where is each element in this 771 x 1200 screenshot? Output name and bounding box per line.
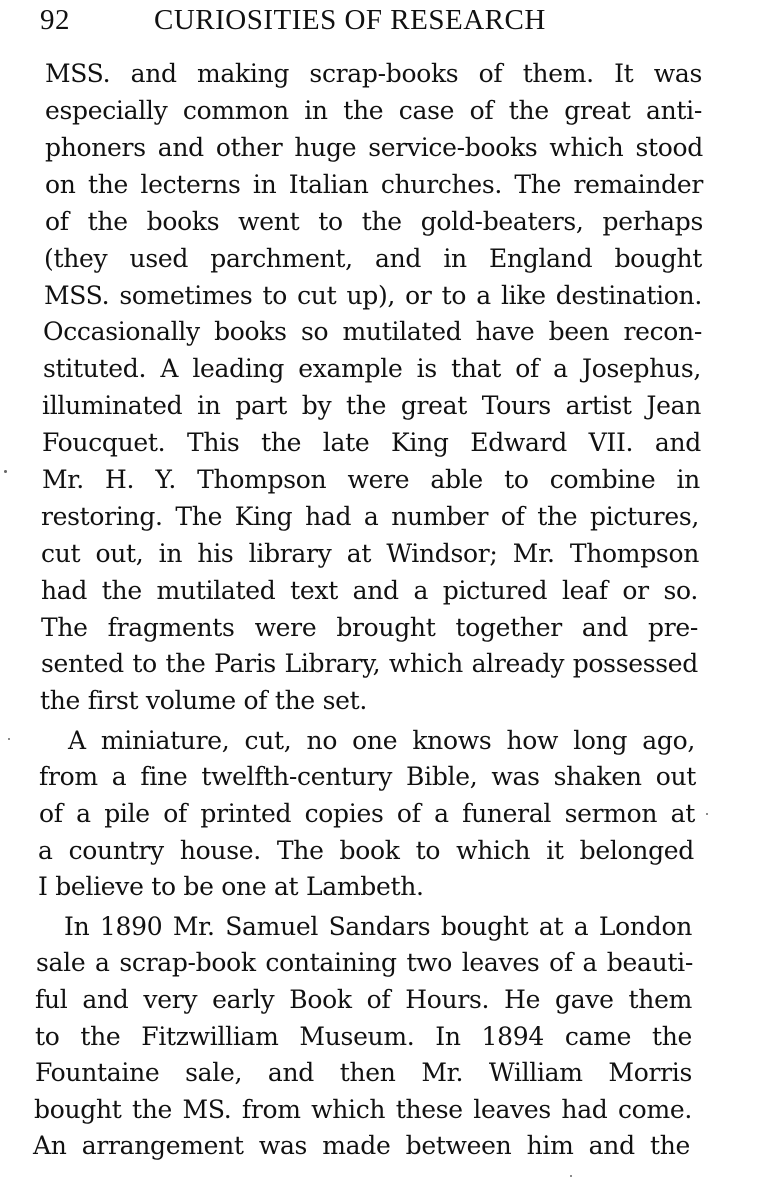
text-line: The fragments were brought together and pre- [41,613,698,642]
text-line: especially common in the case of the great anti- [45,96,702,125]
text-line: An arrangement was made between him and the [33,1131,690,1160]
text-line: cut out, in his library at Windsor; Mr. Thompson [41,539,699,568]
text-line: on the lecterns in Italian churches. The remainder [45,170,703,199]
text-line: A miniature, cut, no one knows how long ago, [68,726,695,755]
text-line: MSS. and making scrap-books of them. It was [45,59,702,88]
text-line: bought the MS. from which these leaves had come. [34,1095,692,1124]
text-line: from a fine twelfth-century Bible, was shaken out [39,762,696,791]
text-line: a country house. The book to which it belonged [38,836,694,865]
text-line: restoring. The King had a number of the pictures, [41,502,699,531]
text-line: In 1890 Mr. Samuel Sandars bought at a London [64,912,692,941]
text-line: sented to the Paris Library, which already possessed [41,649,698,678]
text-line: phoners and other huge service-books which stood [45,133,703,162]
page-number: 92 [40,4,70,36]
text-line: to the Fitzwilliam Museum. In 1894 came the [35,1022,692,1051]
text-line: Occasionally books so mutilated have been recon- [43,317,702,346]
running-head [40,4,740,40]
scan-speck [570,1175,572,1177]
text-line: Fountaine sale, and then Mr. William Morris [35,1058,692,1087]
text-line: (they used parchment, and in England bought [44,244,702,273]
running-title: CURIOSITIES OF RESEARCH [154,4,546,36]
text-line: MSS. sometimes to cut up), or to a like destination. [44,281,702,310]
text-line: ful and very early Book of Hours. He gave them [35,985,692,1014]
text-line: I believe to be one at Lambeth. [38,872,424,901]
text-line: Foucquet. This the late King Edward VII. and [42,428,701,457]
text-line: Mr. H. Y. Thompson were able to combine in [42,465,700,494]
text-line: illuminated in part by the great Tours artist Jean [42,391,701,420]
text-line: of the books went to the gold-beaters, perhaps [45,207,703,236]
scan-speck [706,813,708,815]
text-line: the first volume of the set. [40,686,367,715]
text-line: of a pile of printed copies of a funeral sermon at [39,799,695,828]
text-line: had the mutilated text and a pictured leaf or so. [41,576,698,605]
text-line: sale a scrap-book containing two leaves of a beauti- [36,948,693,977]
text-line: stituted. A leading example is that of a Josephus, [43,354,701,383]
scan-speck [8,738,10,740]
scan-speck [4,470,7,473]
